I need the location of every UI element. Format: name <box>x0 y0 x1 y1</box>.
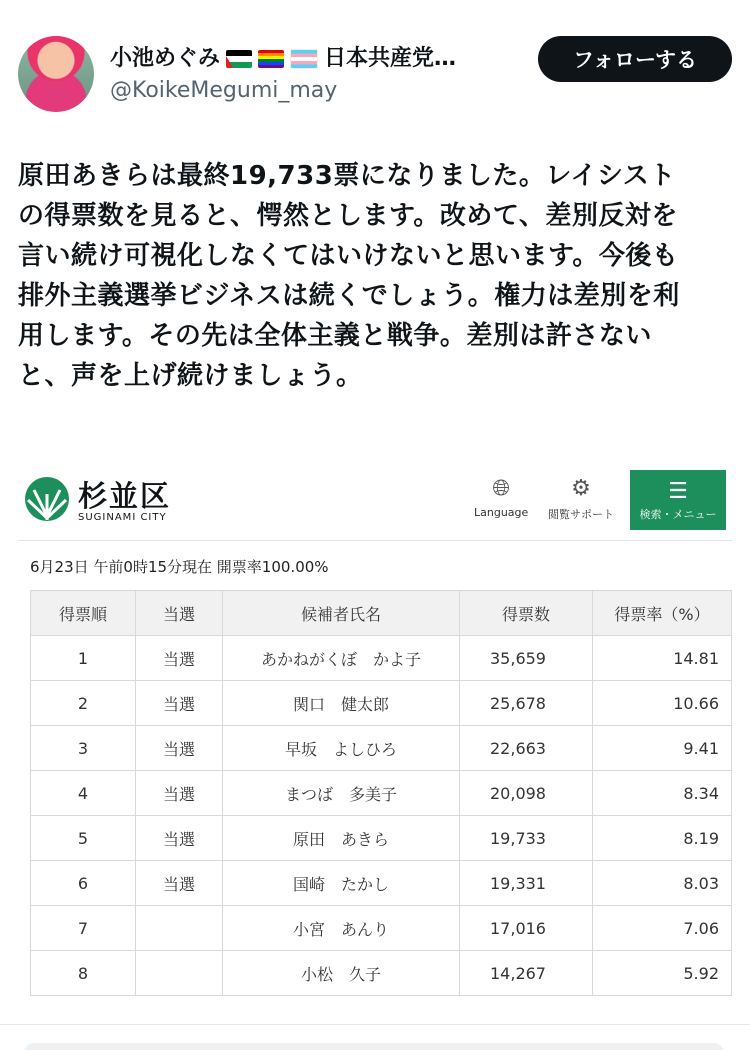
votes-cell: 19,331 <box>460 861 593 906</box>
table-row <box>31 771 732 816</box>
table-row <box>31 636 732 681</box>
candidate-name-cell: 原田 あきら <box>223 816 460 861</box>
display-name[interactable] <box>110 44 510 74</box>
rate-cell: 7.06 <box>593 906 732 951</box>
tweet-text: 原田あきらは最終19,733票になりました。レイシスト の得票数を見ると、愕然とします。改めて、差別反対を 言い続け可視化しなくてはいけないと思います。今後も 排外主義選挙ビジネスは続くでしょう。権力は差別を利 用します。その先は全体主義と戦争。差別は許さない と、声を上げ続けましょう。 <box>18 161 680 391</box>
rank-cell: 3 <box>31 726 136 771</box>
votes-cell: 14,267 <box>460 951 593 996</box>
elected-cell: 当選 <box>136 636 223 681</box>
rank-cell: 4 <box>31 771 136 816</box>
elected-cell: 当選 <box>136 681 223 726</box>
globe-icon: 🌐︎ <box>492 476 510 501</box>
search-menu-button[interactable] <box>630 470 726 530</box>
candidate-name-cell: あかねがくぼ かよ子 <box>223 636 460 681</box>
rank-cell: 8 <box>31 951 136 996</box>
count-status: 6月23日 午前0時15分現在 開票率100.00% <box>30 558 329 576</box>
header-rank: 得票順 <box>31 591 136 636</box>
table-row <box>31 906 732 951</box>
rainbow-flag-icon <box>258 50 284 68</box>
support-label: 閲覧サポート <box>548 508 614 521</box>
bottom-bar <box>0 1024 750 1050</box>
site-header <box>18 462 732 541</box>
votes-cell: 25,678 <box>460 681 593 726</box>
trans-flag-icon <box>290 49 318 69</box>
header-votes: 得票数 <box>460 591 593 636</box>
author-block <box>110 44 510 106</box>
table-row <box>31 726 732 771</box>
rank-cell: 6 <box>31 861 136 906</box>
site-title: 杉並区 <box>78 479 172 513</box>
votes-cell: 19,733 <box>460 816 593 861</box>
embedded-image[interactable] <box>18 462 732 1024</box>
header-elected: 当選 <box>136 591 223 636</box>
elected-cell: 当選 <box>136 861 223 906</box>
votes-cell: 20,098 <box>460 771 593 816</box>
candidate-name-cell: 小松 久子 <box>223 951 460 996</box>
candidate-name-cell: 小宮 あんり <box>223 906 460 951</box>
rate-cell: 8.03 <box>593 861 732 906</box>
reply-bar[interactable] <box>24 1043 724 1050</box>
site-subtitle: SUGINAMI CITY <box>78 512 167 523</box>
rank-cell: 1 <box>31 636 136 681</box>
table-row <box>31 681 732 726</box>
rate-cell: 10.66 <box>593 681 732 726</box>
rank-cell: 5 <box>31 816 136 861</box>
elected-cell <box>136 906 223 951</box>
rate-cell: 14.81 <box>593 636 732 681</box>
display-name-suffix: 日本共産党… <box>324 46 457 71</box>
candidate-name-cell: まつば 多美子 <box>223 771 460 816</box>
support-button[interactable] <box>548 476 614 522</box>
elected-cell: 当選 <box>136 771 223 816</box>
suginami-logo-icon <box>24 476 70 522</box>
rank-cell: 7 <box>31 906 136 951</box>
elected-cell <box>136 951 223 996</box>
votes-cell: 22,663 <box>460 726 593 771</box>
follow-button[interactable]: フォローする <box>538 36 732 82</box>
candidate-name-cell: 国崎 たかし <box>223 861 460 906</box>
rate-cell: 5.92 <box>593 951 732 996</box>
header-rate: 得票率（%） <box>593 591 732 636</box>
votes-cell: 35,659 <box>460 636 593 681</box>
user-handle[interactable]: @KoikeMegumi_may <box>110 78 338 103</box>
rank-cell: 2 <box>31 681 136 726</box>
table-row <box>31 816 732 861</box>
rate-cell: 8.19 <box>593 816 732 861</box>
header-name: 候補者氏名 <box>223 591 460 636</box>
gear-icon: ⚙ <box>571 476 591 501</box>
avatar[interactable] <box>18 36 94 112</box>
language-label: Language <box>474 506 529 519</box>
language-button[interactable] <box>474 476 528 519</box>
votes-cell: 17,016 <box>460 906 593 951</box>
elected-cell: 当選 <box>136 816 223 861</box>
tweet-header <box>18 36 732 116</box>
rate-cell: 9.41 <box>593 726 732 771</box>
display-name-text: 小池めぐみ <box>110 46 221 71</box>
results-table <box>30 590 732 996</box>
menu-label: 検索・メニュー <box>639 508 717 521</box>
rate-cell: 8.34 <box>593 771 732 816</box>
table-header-row <box>31 591 732 636</box>
candidate-name-cell: 早坂 よしひろ <box>223 726 460 771</box>
table-row <box>31 951 732 996</box>
menu-search-icon: ☰ <box>668 479 688 504</box>
candidate-name-cell: 関口 健太郎 <box>223 681 460 726</box>
elected-cell: 当選 <box>136 726 223 771</box>
table-row <box>31 861 732 906</box>
palestine-flag-icon <box>226 50 252 68</box>
